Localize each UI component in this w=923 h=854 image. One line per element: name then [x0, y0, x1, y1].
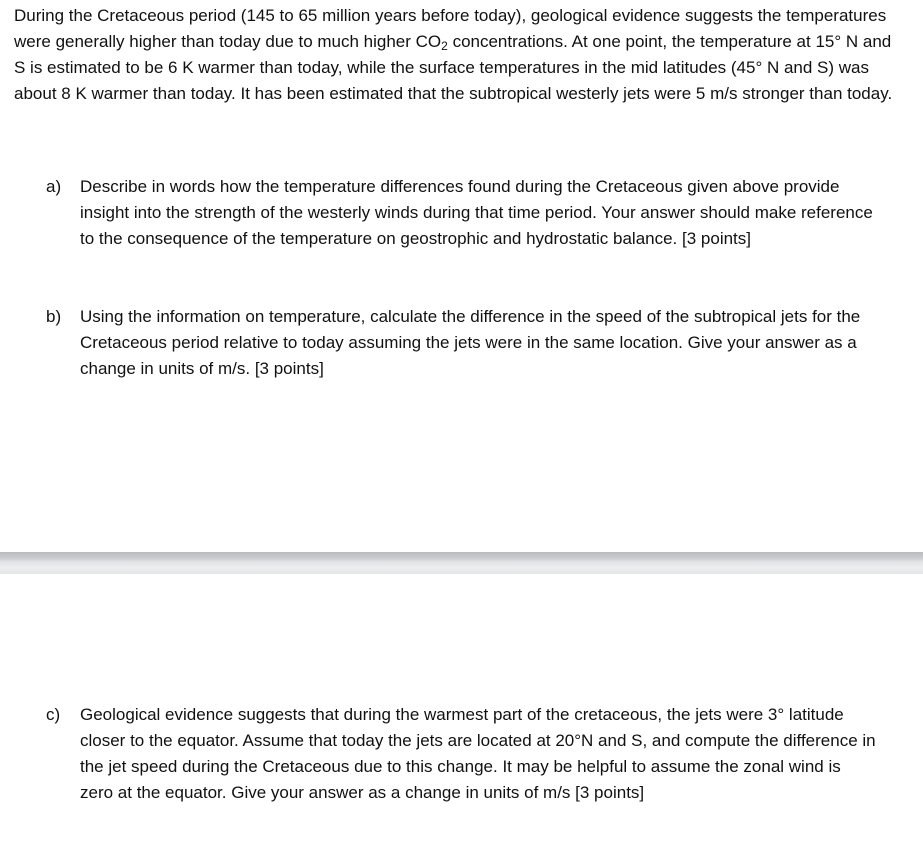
co2-subscript: 2: [441, 39, 448, 53]
question-b: [46, 304, 876, 382]
question-b-text: Using the information on temperature, calculate the difference in the speed of the subtropical jets for the Cretaceous period relative to today assuming the jets were in the same location. Give your answer as a change in units of m/s. [3 points]: [80, 307, 861, 378]
question-a-label: a): [46, 177, 62, 196]
question-a: [46, 174, 876, 252]
question-b-label: b): [46, 307, 62, 326]
page-break-divider: [0, 552, 923, 574]
question-a-text: Describe in words how the temperature differences found during the Cretaceous given above provide insight into the strength of the westerly winds during that time period. Your answer should make reference to the consequence of the temperature on geostrophic and hydrostatic balance. [3 points]: [80, 177, 873, 248]
question-c: [46, 702, 876, 806]
question-c-text: Geological evidence suggests that during the warmest part of the cretaceous, the jets were 3° latitude closer to the equator. Assume that today the jets are located at 20°N and S, and compute the difference in the jet speed during the Cretaceous due to this change. It may be helpful to assume the zonal wind is zero at the equator. Give your answer as a change in units of m/s [3 points]: [80, 705, 876, 802]
question-c-label: c): [46, 705, 61, 724]
intro-text-part1: During the Cretaceous period (145 to 65 million years before today), geological evidence suggests the temperatures were generally higher than today due to much higher CO: [14, 6, 887, 51]
intro-text-part2: concentrations. At one point, the temperature at 15° N and S is estimated to be 6 K warmer than today, while the surface temperatures in the mid latitudes (45° N and S) was about 8 K warmer than today. It has been estimated that the subtropical westerly jets were 5 m/s stronger than today.: [14, 32, 893, 103]
intro-paragraph: [14, 3, 894, 107]
